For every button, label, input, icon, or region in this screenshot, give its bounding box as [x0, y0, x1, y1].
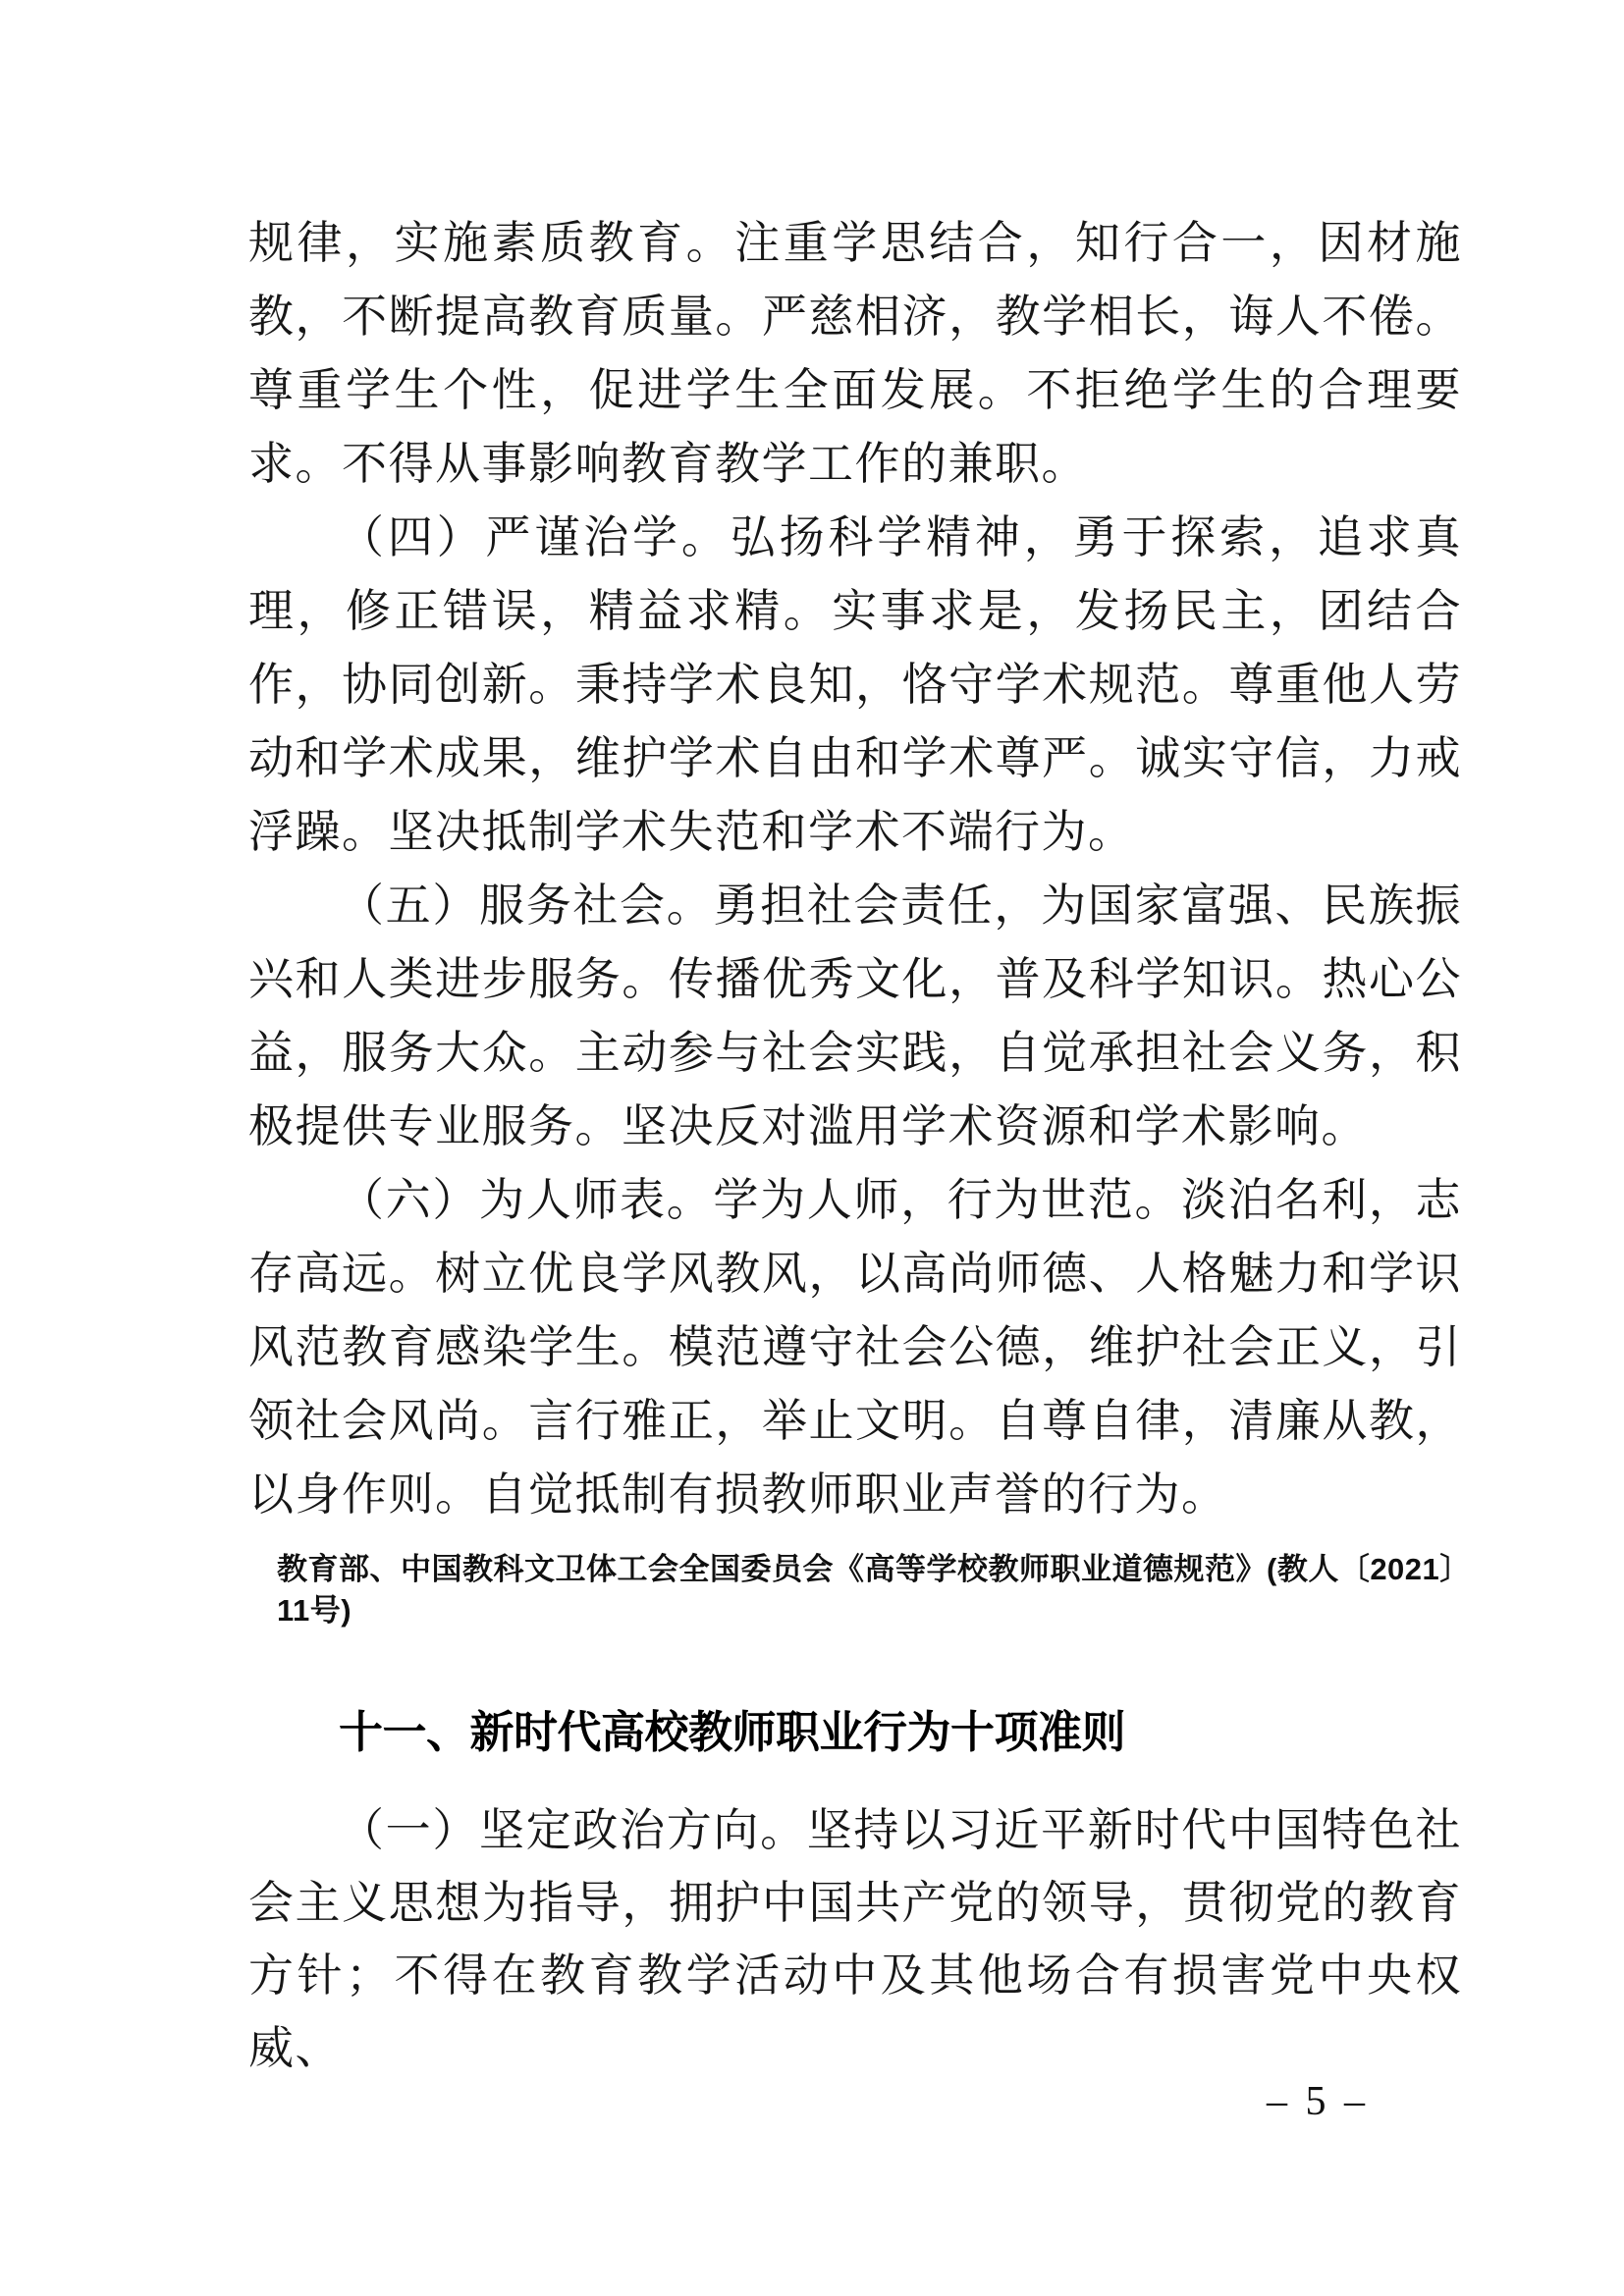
page-number: – 5 –	[1267, 2079, 1369, 2124]
paragraph-continuation: 规律，实施素质教育。注重学思结合，知行合一，因材施教，不断提高教育质量。严慈相济，教学相长，诲人不倦。尊重学生个性，促进学生全面发展。不拒绝学生的合理要求。不得从事影响教育教学工作的兼职。	[248, 218, 1462, 489]
body-text-block	[248, 206, 1462, 1531]
section-heading: 十一、新时代高校教师职业行为十项准则	[339, 1707, 1126, 1757]
paragraph-item-four: （四）严谨治学。弘扬科学精神，勇于探索，追求真理，修正错误，精益求精。实事求是，发扬民主，团结合作，协同创新。秉持学术良知，恪守学术规范。尊重他人劳动和学术成果，维护学术自由和学术尊严。诚实守信，力戒浮躁。坚决抵制学术失范和学术不端行为。	[248, 512, 1462, 857]
paragraph-item-five: （五）服务社会。勇担社会责任，为国家富强、民族振兴和人类进步服务。传播优秀文化，普及科学知识。热心公益，服务大众。主动参与社会实践，自觉承担社会义务，积极提供专业服务。坚决反对滥用学术资源和学术影响。	[248, 881, 1462, 1151]
source-citation: 教育部、中国教科文卫体工会全国委员会《高等学校教师职业道德规范》(教人〔2021〕11号)	[277, 1552, 1456, 1628]
paragraph-section-one: （一）坚定政治方向。坚持以习近平新时代中国特色社会主义思想为指导，拥护中国共产党的领导，贯彻党的教育方针；不得在教育教学活动中及其他场合有损害党中央权威、	[248, 1805, 1462, 2073]
paragraph-item-six: （六）为人师表。学为人师，行为世范。淡泊名利，志存高远。树立优良学风教风，以高尚师德、人格魅力和学识风范教育感染学生。模范遵守社会公德，维护社会正义，引领社会风尚。言行雅正，举止文明。自尊自律，清廉从教，以身作则。自觉抵制有损教师职业声誉的行为。	[248, 1175, 1462, 1520]
